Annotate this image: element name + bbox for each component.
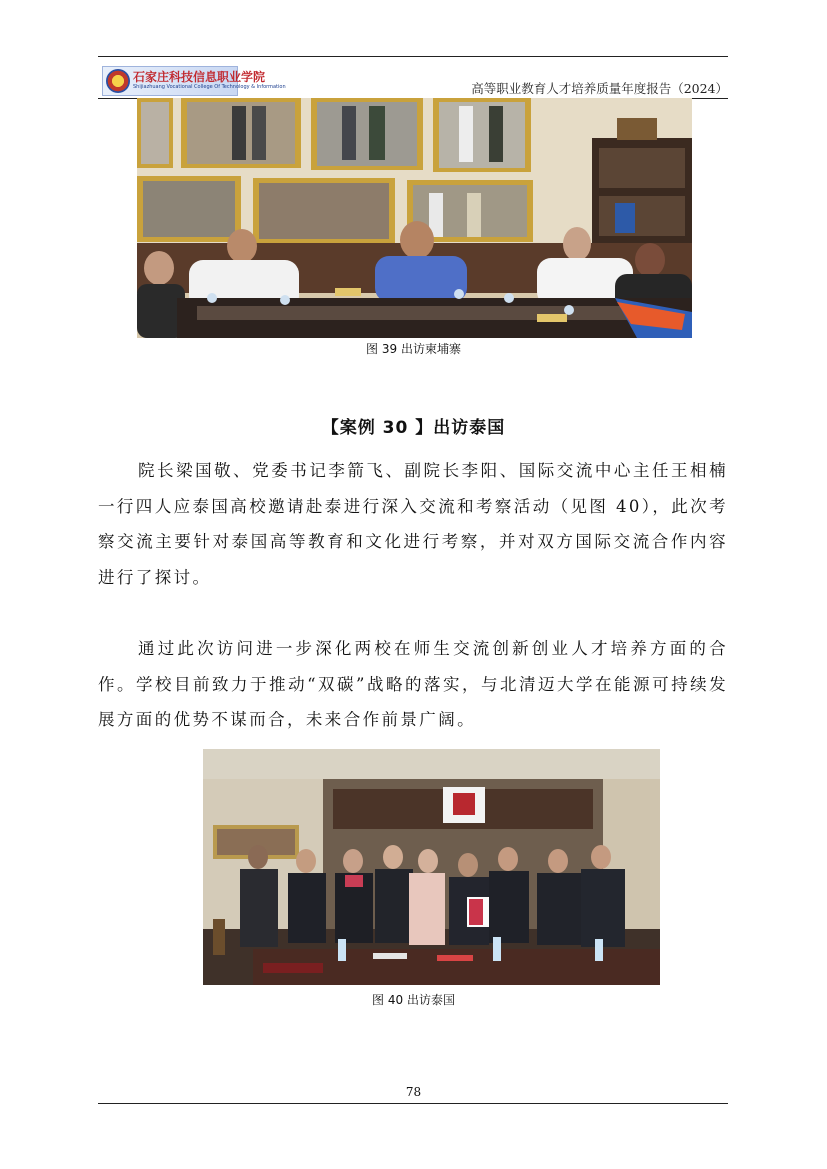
figure-40-photo (203, 749, 660, 985)
figure-40-caption: 图 40 出访泰国 (372, 993, 455, 1007)
case-paragraph-1: 院长梁国敬、党委书记李箭飞、副院长李阳、国际交流中心主任王相楠一行四人应泰国高校邀请赴泰进行深入交流和考察活动（见图 40），此次考察交流主要针对泰国高等教育和文化进行考察，并对双方国际交流合作内容进行了探讨。 (98, 461, 728, 587)
figure-39-photo (137, 98, 692, 338)
figure-39-caption: 图 39 出访柬埔寨 (366, 342, 461, 356)
footer-rule (98, 1103, 728, 1104)
case-paragraph-2: 通过此次访问进一步深化两校在师生交流创新创业人才培养方面的合作。学校目前致力于推动“双碳”战略的落实，与北清迈大学在能源可持续发展方面的优势不谋而合，未来合作前景广阔。 (98, 639, 728, 729)
logo-name-cn: 石家庄科技信息职业学院 (133, 70, 266, 84)
college-seal-icon (106, 69, 130, 93)
header-top-rule (98, 56, 728, 57)
case-heading: 【案例 30 】出访泰国 (321, 418, 506, 438)
college-logo (102, 66, 286, 96)
report-title: 高等职业教育人才培养质量年度报告（2024） (471, 81, 728, 96)
meeting-photo-illustration (137, 98, 692, 338)
page-number: 78 (405, 1085, 422, 1099)
group-photo-illustration (203, 749, 660, 985)
logo-name-en: Shijiazhuang Vocational College Of Technology & Information (133, 84, 286, 90)
